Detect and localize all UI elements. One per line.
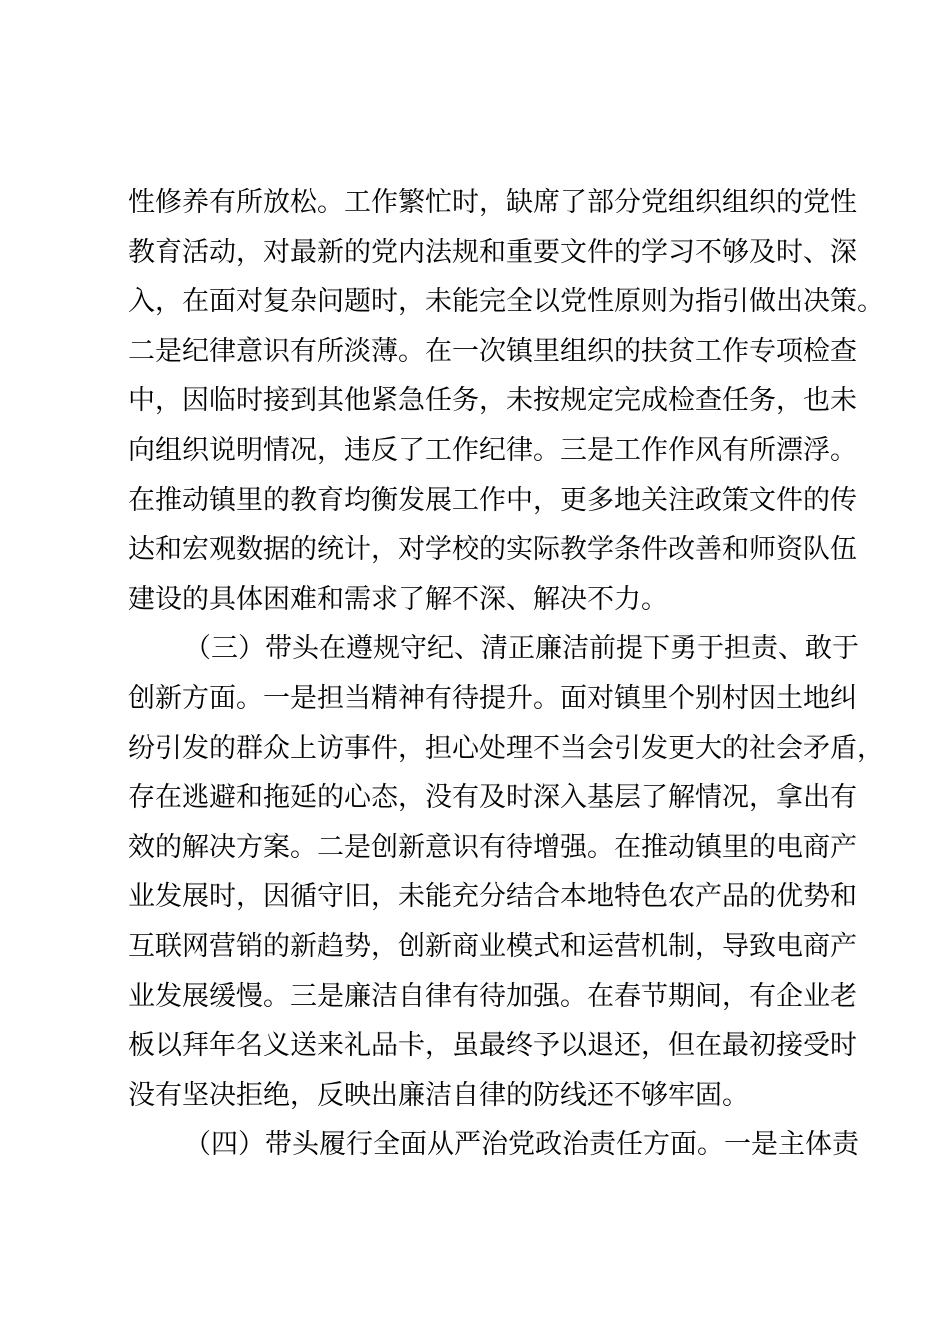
- text-line: 在推动镇里的教育均衡发展工作中，更多地关注政策文件的传: [128, 484, 857, 516]
- text-line: 二是纪律意识有所淡薄。在一次镇里组织的扶贫工作专项检查: [128, 335, 857, 367]
- text-line: 入，在面对复杂问题时，未能完全以党性原则为指引做出决策。: [128, 286, 884, 318]
- text-line: 存在逃避和拖延的心态，没有及时深入基层了解情况，拿出有: [128, 782, 857, 814]
- text-line: 互联网营销的新趋势，创新商业模式和运营机制，导致电商产: [128, 930, 857, 962]
- text-line: 创新方面。一是担当精神有待提升。面对镇里个别村因土地纠: [128, 682, 857, 714]
- text-line: 性修养有所放松。工作繁忙时，缺席了部分党组织组织的党性: [128, 187, 857, 218]
- body-text: [128, 178, 884, 1170]
- text-line: 业发展时，因循守旧，未能充分结合本地特色农产品的优势和: [128, 881, 857, 913]
- text-line: 板以拜年名义送来礼品卡，虽最终予以退还，但在最初接受时: [128, 1030, 857, 1062]
- section-heading-line: （三）带头在遵规守纪、清正廉洁前提下勇于担责、敢于: [184, 633, 859, 665]
- text-line: 业发展缓慢。三是廉洁自律有待加强。在春节期间，有企业老: [128, 980, 857, 1012]
- text-line: 教育活动，对最新的党内法规和重要文件的学习不够及时、深: [128, 236, 857, 268]
- text-line: 建设的具体困难和需求了解不深、解决不力。: [128, 583, 668, 615]
- text-line: 没有坚决拒绝，反映出廉洁自律的防线还不够牢固。: [128, 1079, 749, 1111]
- section-heading-line: （四）带头履行全面从严治党政治责任方面。一是主体责: [184, 1129, 859, 1161]
- text-line: 纷引发的群众上访事件，担心处理不当会引发更大的社会矛盾，: [128, 732, 884, 764]
- text-line: 效的解决方案。二是创新意识有待增强。在推动镇里的电商产: [128, 831, 857, 863]
- text-line: 达和宏观数据的统计，对学校的实际教学条件改善和师资队伍: [128, 534, 857, 566]
- text-line: 向组织说明情况，违反了工作纪律。三是工作作风有所漂浮。: [128, 434, 857, 466]
- text-line: 中，因临时接到其他紧急任务，未按规定完成检查任务，也未: [128, 385, 857, 417]
